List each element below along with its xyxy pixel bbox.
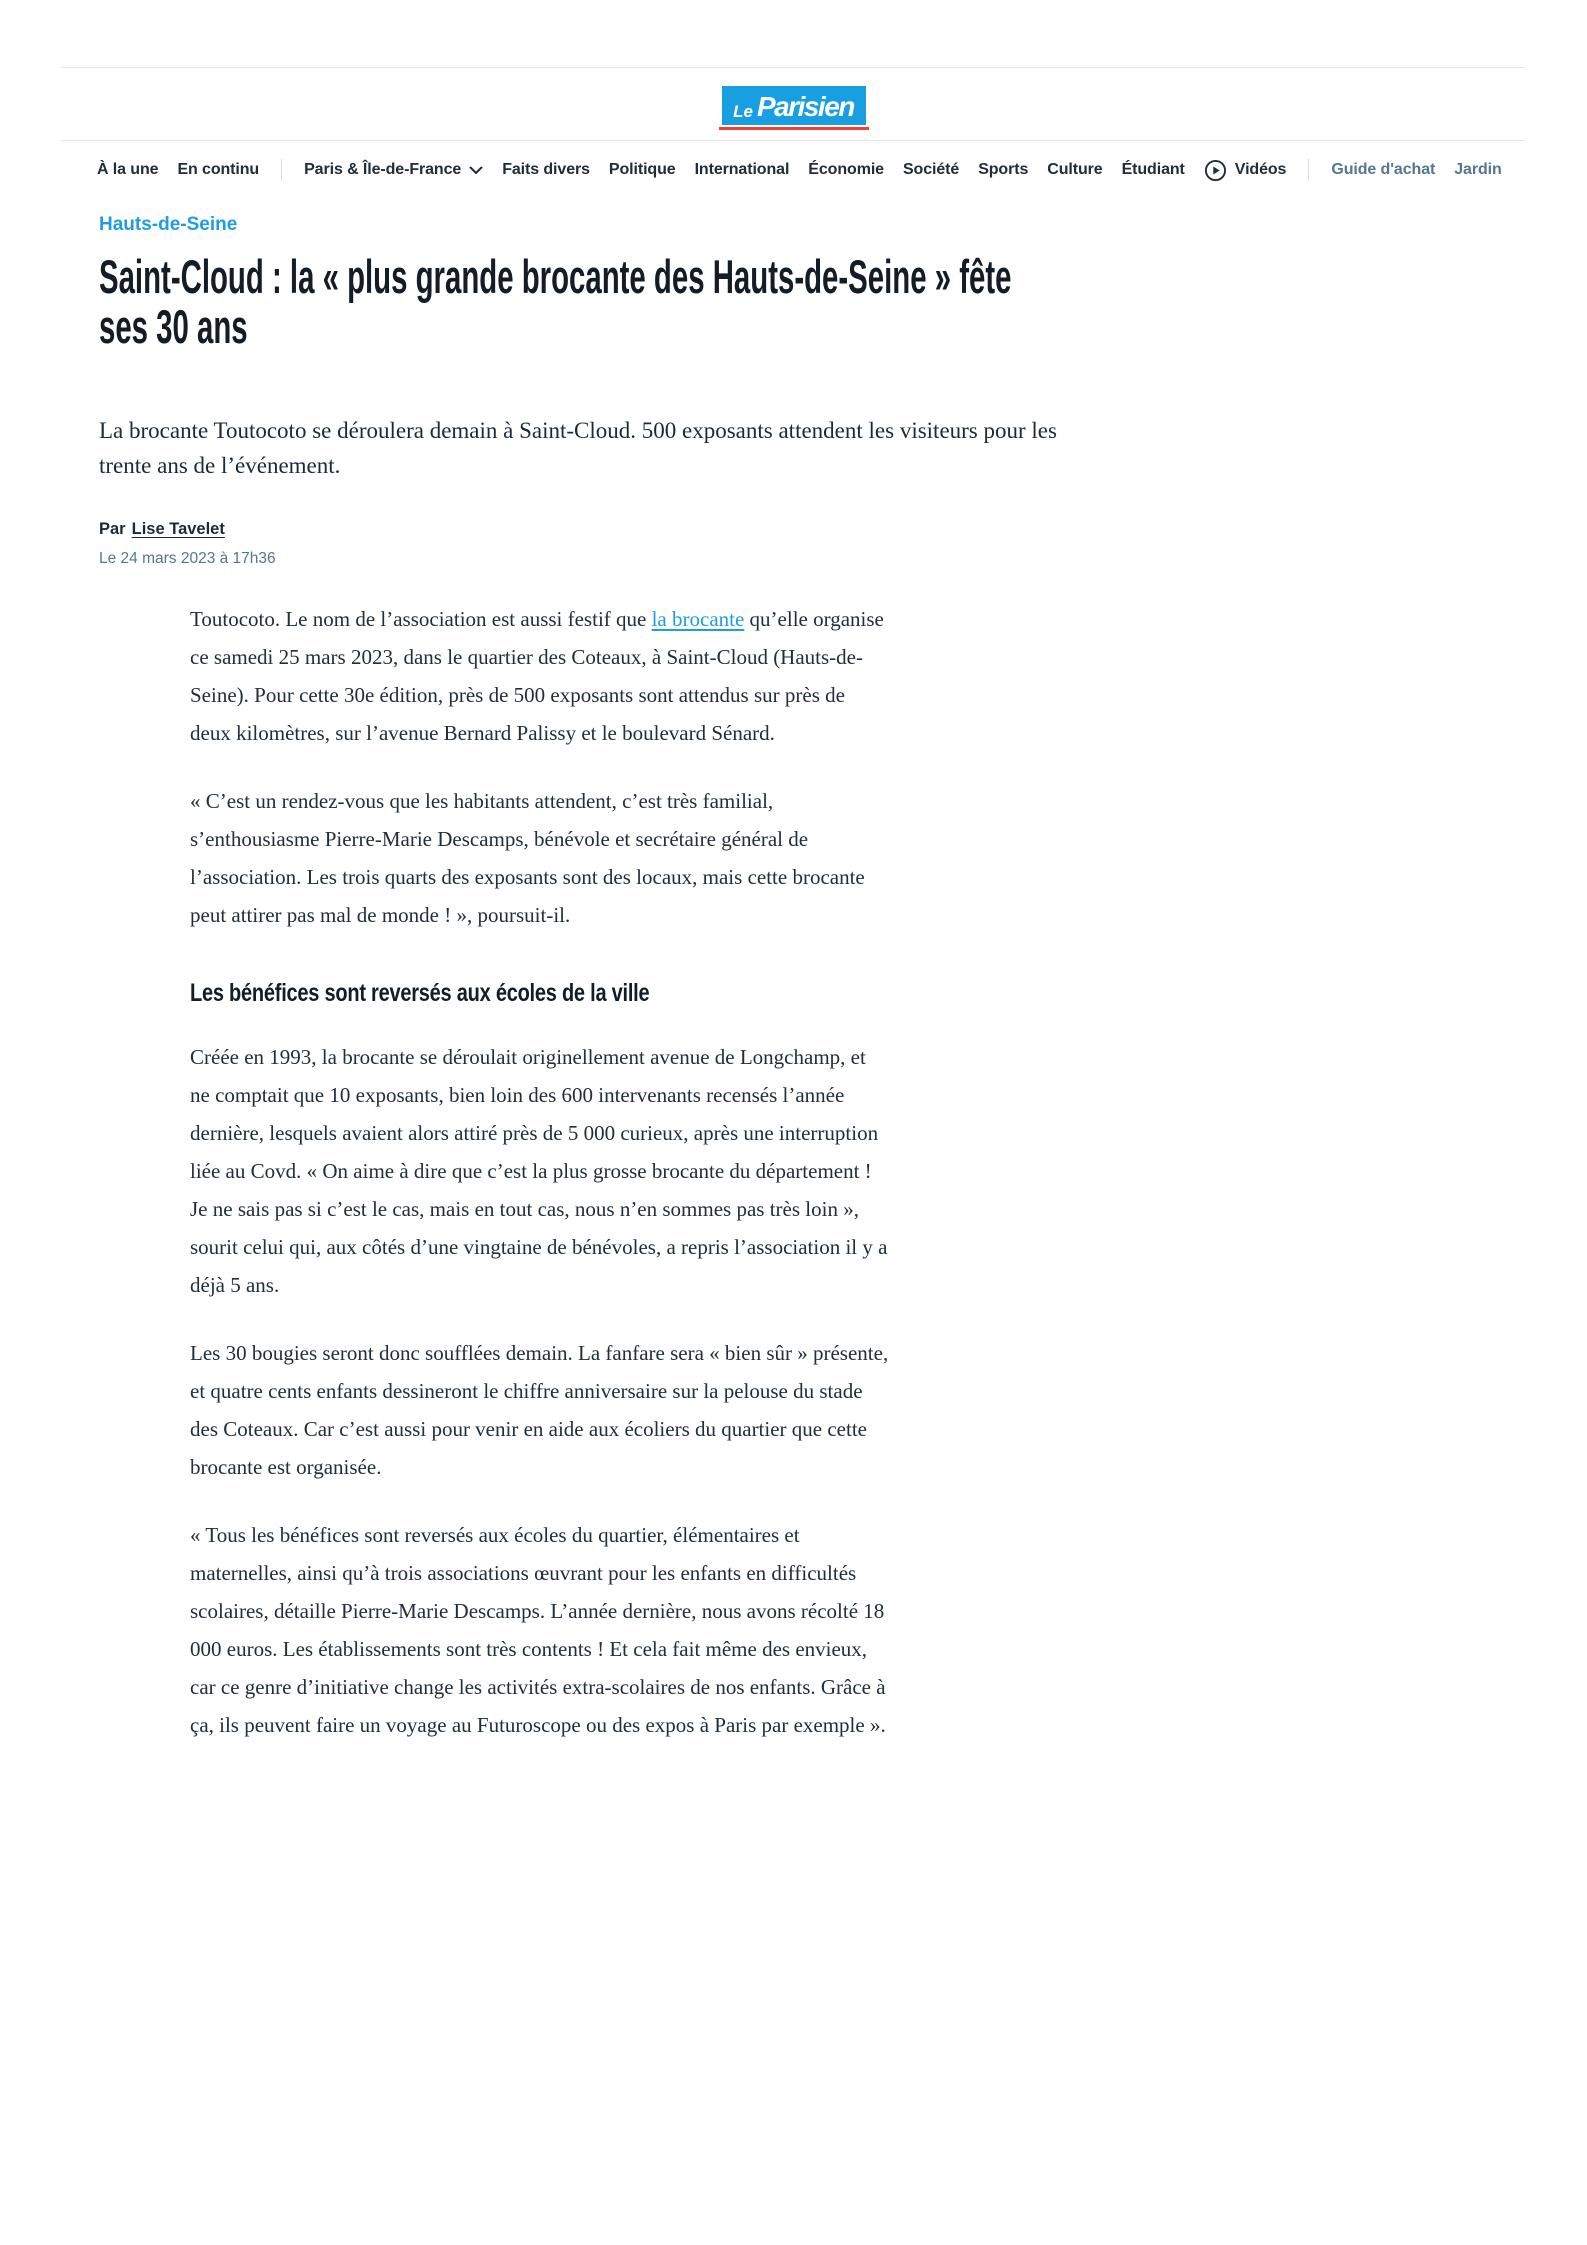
le-parisien-logo[interactable] bbox=[719, 86, 869, 130]
category-link[interactable]: Hauts-de-Seine bbox=[99, 214, 238, 235]
chevron-down-icon bbox=[469, 166, 483, 175]
nav-guide-dachat[interactable]: Guide d'achat bbox=[1331, 161, 1436, 178]
paragraph-text: Toutocoto. Le nom de l’association est aussi festif que bbox=[190, 607, 652, 631]
nav-paris-idf-dropdown[interactable] bbox=[304, 161, 483, 179]
nav-videos[interactable] bbox=[1204, 159, 1287, 182]
nav-culture[interactable]: Culture bbox=[1047, 161, 1103, 178]
nav-paris-idf-label: Paris & Île-de-France bbox=[304, 161, 462, 178]
nav-en-continu[interactable]: En continu bbox=[177, 161, 260, 178]
nav-societe[interactable]: Société bbox=[902, 161, 960, 178]
logo-red-underline bbox=[719, 127, 869, 130]
nav-videos-label: Vidéos bbox=[1234, 161, 1287, 178]
byline bbox=[99, 520, 225, 539]
nav-politique[interactable]: Politique bbox=[608, 161, 676, 178]
play-circle-icon bbox=[1204, 159, 1227, 182]
nav-a-la-une[interactable]: À la une bbox=[97, 161, 159, 178]
paragraph: « C’est un rendez-vous que les habitants attendent, c’est très familial, s’enthousiasme Pierre-Marie Descamps, bénévole et secrétaire général de l’association. Les trois quarts des exposants sont des locaux, mais cette brocante peut attirer pas mal de monde ! », poursuit-il. bbox=[190, 789, 865, 927]
publish-date: Le 24 mars 2023 à 17h36 bbox=[99, 550, 276, 567]
logo-box bbox=[722, 86, 866, 125]
article-title: Saint-Cloud : la « plus grande brocante des Hauts-de-Seine » fête ses 30 ans bbox=[99, 250, 1012, 353]
nav-sports[interactable]: Sports bbox=[978, 161, 1029, 178]
article-standfirst: La brocante Toutocoto se déroulera demain à Saint-Cloud. 500 exposants attendent les visiteurs pour les trente ans de l’événement. bbox=[99, 418, 1057, 478]
paragraph: Les 30 bougies seront donc soufflées demain. La fanfare sera « bien sûr » présente, et quatre cents enfants dessineront le chiffre anniversaire sur la pelouse du stade des Coteaux. Car c’est aussi pour venir en aide aux écoliers du quartier que cette brocante est organisée. bbox=[190, 1341, 889, 1479]
nav-etudiant[interactable]: Étudiant bbox=[1121, 161, 1185, 178]
paragraph bbox=[190, 600, 890, 752]
author-link[interactable]: Lise Tavelet bbox=[131, 520, 225, 538]
header-bottom-divider bbox=[61, 140, 1526, 141]
nav-faits-divers[interactable]: Faits divers bbox=[502, 161, 590, 178]
main-nav bbox=[97, 150, 1537, 190]
byline-prefix: Par bbox=[99, 520, 126, 538]
nav-divider bbox=[1308, 159, 1309, 181]
nav-divider bbox=[281, 159, 282, 181]
paragraph-text: qu’elle organise ce samedi 25 mars 2023, dans le quartier des Coteaux, à Saint-Cloud (Hauts-de-Seine). Pour cette 30e édition, près de 500 exposants sont attendus sur près de deux kilomètres, sur l’avenue Bernard Palissy et le boulevard Sénard. bbox=[190, 607, 884, 745]
nav-economie[interactable]: Économie bbox=[808, 161, 884, 178]
paragraph: « Tous les bénéfices sont reversés aux écoles du quartier, élémentaires et maternelles, ainsi qu’à trois associations œuvrant pour les enfants en difficultés scolaires, détaille Pierre-Marie Descamps. L’année dernière, nous avons récolté 18 000 euros. Les établissements sont très contents ! Et cela fait même des envieux, car ce genre d’initiative change les activités extra-scolaires de nos enfants. Grâce à ça, ils peuvent faire un voyage au Futuroscope ou des expos à Paris par exemple ». bbox=[190, 1523, 886, 1737]
brocante-inline-link[interactable]: la brocante bbox=[651, 607, 745, 631]
nav-international[interactable]: International bbox=[694, 161, 790, 178]
article-body bbox=[190, 600, 890, 1774]
logo-text-parisien: Parisien bbox=[756, 91, 854, 122]
subheading: Les bénéfices sont reversés aux écoles de la ville bbox=[190, 979, 650, 1007]
logo-text-le: Le bbox=[733, 102, 753, 121]
nav-jardin[interactable]: Jardin bbox=[1454, 161, 1502, 178]
paragraph: Créée en 1993, la brocante se déroulait originellement avenue de Longchamp, et ne comptait que 10 exposants, bien loin des 600 intervenants recensés l’année dernière, lesquels avaient alors attiré près de 5 000 curieux, après une interruption liée au Covd. « On aime à dire que c’est la plus grosse brocante du département ! Je ne sais pas si c’est le cas, mais en tout cas, nous n’en sommes pas très loin », sourit celui qui, aux côtés d’une vingtaine de bénévoles, a repris l’association il y a déjà 5 ans. bbox=[190, 1045, 888, 1297]
header-top-divider bbox=[61, 67, 1526, 68]
